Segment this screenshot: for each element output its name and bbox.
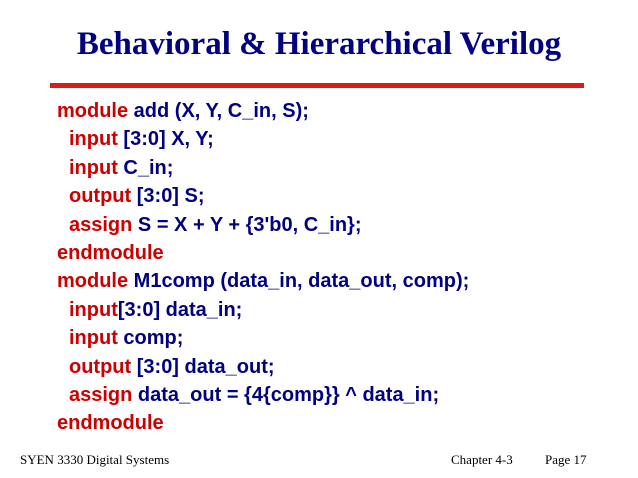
code-line bbox=[57, 324, 617, 352]
code-keyword: assign bbox=[69, 213, 133, 236]
code-keyword: input bbox=[69, 298, 118, 321]
code-line bbox=[57, 211, 617, 239]
slide-title: Behavioral & Hierarchical Verilog bbox=[76, 26, 562, 62]
code-keyword: assign bbox=[69, 383, 133, 406]
code-text: [3:0] S; bbox=[131, 185, 205, 208]
code-keyword: input bbox=[69, 128, 118, 151]
code-text: comp; bbox=[117, 327, 184, 350]
code-text: M1comp (data_in, data_out, comp); bbox=[128, 270, 470, 293]
code-text: data_out = {4{comp}} ^ data_in; bbox=[132, 383, 440, 406]
code-keyword: output bbox=[69, 185, 132, 208]
footer-course: SYEN 3330 Digital Systems bbox=[20, 452, 170, 467]
code-keyword: input bbox=[69, 327, 118, 350]
footer-page-number: Page 17 bbox=[545, 452, 587, 467]
code-keyword: input bbox=[69, 156, 118, 179]
code-keyword: module bbox=[57, 100, 129, 122]
code-line bbox=[57, 97, 617, 125]
code-line bbox=[57, 125, 617, 153]
code-text: [3:0] data_out; bbox=[131, 355, 275, 378]
footer-chapter: Chapter 4-3 bbox=[451, 452, 513, 467]
code-keyword: output bbox=[69, 355, 132, 378]
code-line bbox=[57, 381, 617, 409]
code-line bbox=[57, 239, 617, 267]
code-keyword: endmodule bbox=[57, 241, 164, 264]
code-text: add (X, Y, C_in, S); bbox=[128, 100, 309, 122]
verilog-code-block bbox=[57, 97, 617, 438]
code-keyword: endmodule bbox=[57, 412, 164, 435]
code-text: [3:0] X, Y; bbox=[117, 128, 214, 151]
code-line bbox=[57, 182, 617, 210]
code-text: S = X + Y + {3'b0, C_in}; bbox=[132, 213, 362, 236]
code-text: [3:0] data_in; bbox=[117, 298, 243, 321]
title-underline bbox=[50, 83, 584, 88]
code-line bbox=[57, 267, 617, 295]
code-line bbox=[57, 353, 617, 381]
code-text: C_in; bbox=[117, 156, 174, 179]
code-keyword: module bbox=[57, 270, 129, 293]
code-line bbox=[57, 409, 617, 437]
code-line bbox=[57, 296, 617, 324]
code-line bbox=[57, 154, 617, 182]
